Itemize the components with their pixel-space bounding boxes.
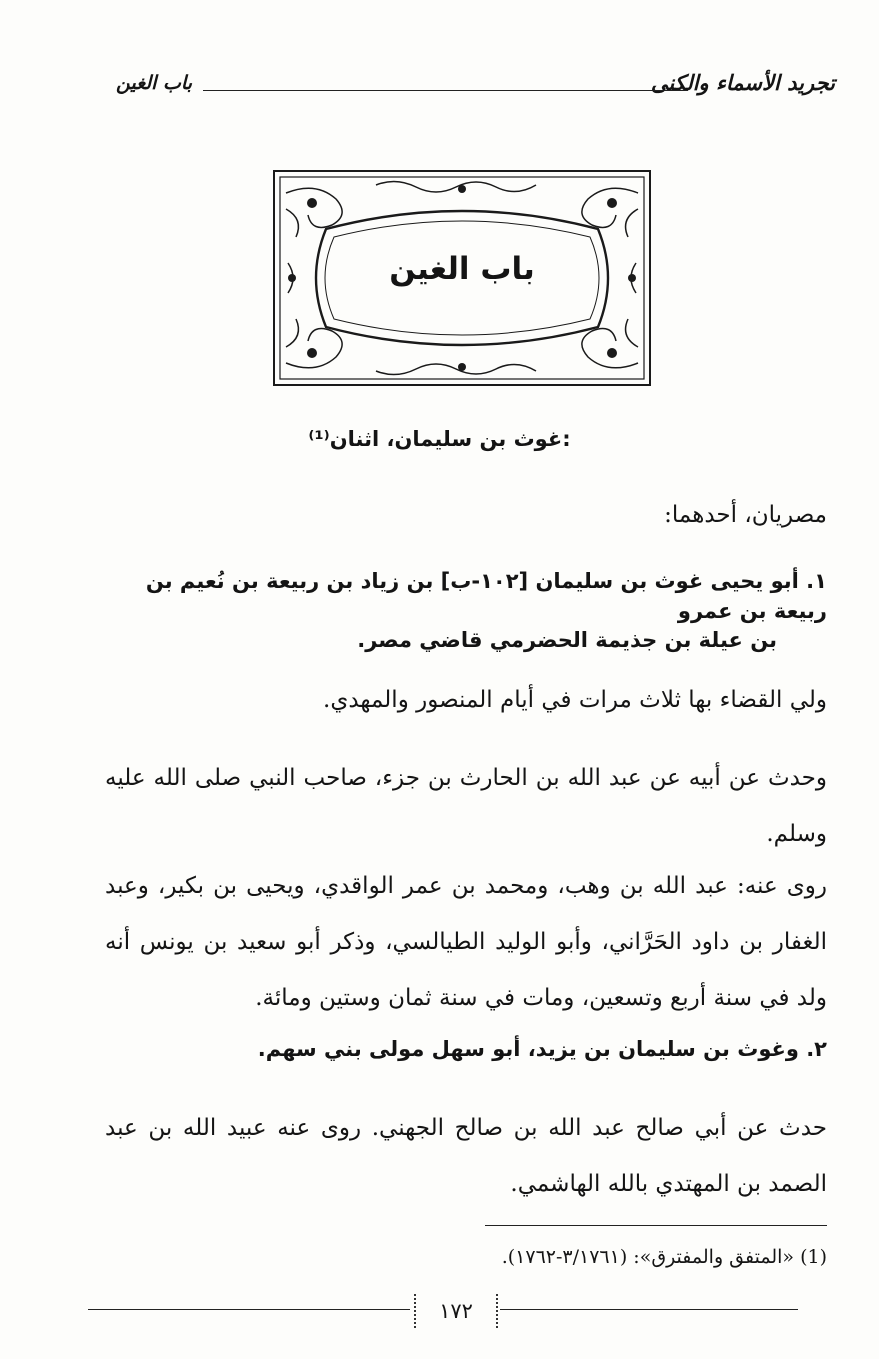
footer-rule-left xyxy=(88,1309,410,1310)
entry-1-line-1: ١. أبو يحيى غوث بن سليمان [١٠٢-ب] بن زياد بن ربيعة بن نُعيم بن ربيعة بن عمرو xyxy=(145,569,827,624)
header-rule xyxy=(203,90,688,91)
entry-1-line-2: بن عيلة بن جذيمة الحضرمي قاضي مصر. xyxy=(357,628,777,652)
paragraph-entry-2: حدث عن أبي صالح عبد الله بن صالح الجهني. روى عنه عبيد الله بن عبد الصمد بن المهتدي بالله الهاشمي. xyxy=(105,1115,827,1197)
intro-line: مصريان، أحدهما: xyxy=(664,502,827,528)
paragraph-narration: وحدث عن أبيه عن عبد الله بن الحارث بن جزء، صاحب النبي صلى الله عليه وسلم. xyxy=(105,765,827,847)
chapter-title: باب الغين xyxy=(389,251,535,287)
paragraph-narrators: روى عنه: عبد الله بن وهب، ومحمد بن عمر الواقدي، ويحيى بن بكير، وعبد الغفار بن داود الحَرَّاني، وأبو الوليد الطيالسي، وذكر أبو سعيد بن يونس أنه ولد في سنة أربع وتسعين، ومات في سنة ثمان وستين ومائة. xyxy=(105,873,827,1011)
entry-2-line: ٢. وغوث بن سليمان بن يزيد، أبو سهل مولى بني سهم. xyxy=(257,1037,827,1061)
paragraph-judgeship: ولي القضاء بها ثلاث مرات في أيام المنصور والمهدي. xyxy=(323,687,827,713)
footnote-rule xyxy=(485,1225,827,1226)
footer-rule-right xyxy=(500,1309,798,1310)
page-number: ١٧٢ xyxy=(414,1294,498,1328)
footnote: (1) «المتفق والمفترق»: (٣/١٧٦١-١٧٦٢). xyxy=(501,1246,827,1268)
running-header-book-title: تجريد الأسماء والكنى xyxy=(650,70,835,95)
running-header-chapter: باب الغين xyxy=(116,72,193,94)
chapter-ornament-frame xyxy=(266,163,658,393)
entry-heading: غوث بن سليمان، اثنان⁽¹⁾: xyxy=(308,427,571,451)
